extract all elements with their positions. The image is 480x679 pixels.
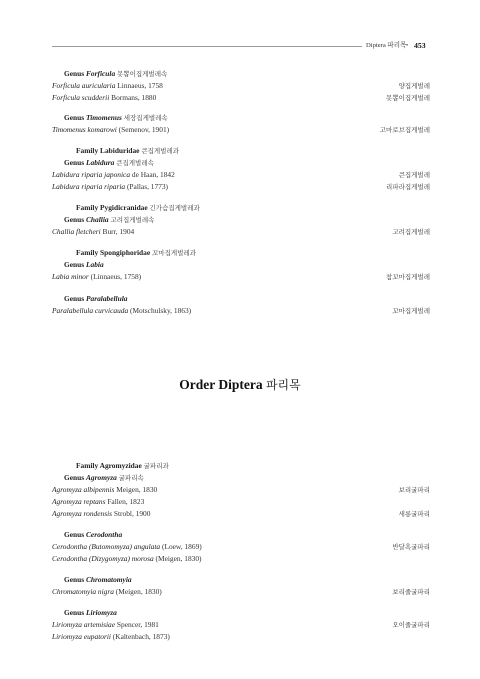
header-section-title: Diptera 파리목 — [366, 42, 407, 49]
species-row — [52, 92, 430, 104]
running-header — [0, 40, 480, 52]
species-name: Labidura riparia japonica — [52, 170, 131, 179]
species-author: (Semenov, 1901) — [118, 125, 170, 134]
species-row — [52, 541, 430, 553]
species-name: Agromyza albipennis — [52, 485, 115, 494]
korean-common-name: 보리줄굴파리 — [392, 588, 430, 596]
page-number: 453 — [414, 41, 426, 50]
species-row — [52, 484, 430, 496]
species-name: Chromatomyia nigra — [52, 587, 114, 596]
korean-common-name: 참꼬마집게벌레 — [386, 273, 430, 281]
species-row — [52, 169, 430, 181]
species-row — [52, 80, 430, 92]
genus-heading: Genus Labidura 큰집게벌레속 — [64, 158, 154, 167]
genus-heading: Genus Paralabellula — [64, 294, 128, 303]
korean-common-name: 고려집게벌레 — [392, 228, 430, 236]
species-row — [52, 226, 430, 238]
species-author: (Meigen, 1830) — [155, 554, 202, 563]
korean-common-name: 오이줄굴파리 — [392, 621, 430, 629]
species-author: de Haan, 1842 — [131, 170, 175, 179]
species-row — [52, 305, 430, 317]
species-name: Paralabellula curvicauda — [52, 306, 129, 315]
species-name: Liriomyza artemisiae — [52, 620, 116, 629]
header-rule — [52, 46, 362, 47]
family-heading: Family Agromyzidae 굴파리과 — [76, 461, 169, 470]
species-author: (Meigen, 1830) — [115, 587, 162, 596]
species-author: (Motschulsky, 1863) — [130, 306, 192, 315]
species-author: Meigen, 1830 — [116, 485, 158, 494]
order-heading — [0, 376, 480, 394]
family-heading: Family Spongiphoridae 꼬마집게벌레과 — [76, 248, 196, 257]
korean-common-name: 새롱굴파리 — [398, 510, 430, 518]
header-bullet: • — [406, 43, 409, 49]
species-row — [52, 508, 430, 520]
genus-heading: Genus Challia 고려집게벌레속 — [64, 215, 155, 224]
species-author: Bormans, 1880 — [111, 93, 157, 102]
species-row — [52, 631, 430, 643]
species-author: (Kaltenbach, 1873) — [112, 632, 170, 641]
species-row — [52, 271, 430, 283]
family-heading: Family Labiduridae 큰집게벌레과 — [76, 146, 180, 155]
korean-common-name: 못뽑이집게벌레 — [386, 94, 430, 102]
genus-heading: Genus Chromatomyia — [64, 575, 132, 584]
korean-common-name: 반달흑굴파리 — [392, 543, 430, 551]
korean-common-name: 양집게벌레 — [398, 82, 430, 90]
species-name: Forficula auricularia — [52, 81, 116, 90]
species-author: Fallen, 1823 — [107, 497, 145, 506]
korean-common-name: 꼬마집게벌레 — [392, 307, 430, 315]
korean-common-name: 리파라집게벌레 — [386, 183, 430, 191]
family-heading: Family Pygidicranidae 긴가슴집게벌레과 — [76, 203, 200, 212]
species-row — [52, 181, 430, 193]
species-name: Forficula scudderii — [52, 93, 110, 102]
species-row — [52, 124, 430, 136]
species-row — [52, 619, 430, 631]
species-name: Cerodontha (Butomomyza) angulata — [52, 542, 161, 551]
genus-heading: Genus Forficula 못뽑이집게벌레속 — [64, 69, 168, 78]
species-author: Linnaeus, 1758 — [117, 81, 163, 90]
species-name: Labia minor — [52, 272, 89, 281]
species-author: Burr, 1904 — [102, 227, 135, 236]
genus-heading: Genus Liriomyza — [64, 608, 117, 617]
species-name: Challia fletcheri — [52, 227, 101, 236]
species-author: (Loew, 1869) — [161, 542, 202, 551]
korean-common-name: 고마로브집게벌레 — [379, 126, 430, 134]
order-korean-name: 파리목 — [265, 378, 301, 392]
genus-heading: Genus Timomenus 세장집게벌레속 — [64, 113, 168, 122]
species-name: Labidura riparia riparia — [52, 182, 126, 191]
korean-common-name: 큰집게벌레 — [398, 171, 430, 179]
species-name: Cerodontha (Dizygomyza) morosa — [52, 554, 154, 563]
species-author: Spencer, 1981 — [116, 620, 159, 629]
species-author: Strobl, 1900 — [113, 509, 151, 518]
species-name: Timomenus komarowi — [52, 125, 117, 134]
species-row — [52, 586, 430, 598]
genus-heading: Genus Agromyza 굴파리속 — [64, 473, 144, 482]
species-name: Agromyza reptans — [52, 497, 106, 506]
order-latin-name: Order Diptera — [179, 377, 263, 392]
species-row — [52, 496, 430, 508]
species-author: (Pallas, 1773) — [126, 182, 169, 191]
species-row — [52, 553, 430, 565]
genus-heading: Genus Cerodontha — [64, 530, 123, 539]
species-name: Agromyza rondensis — [52, 509, 113, 518]
species-author: (Linnaeus, 1758) — [90, 272, 142, 281]
species-name: Liriomyza eupatorii — [52, 632, 111, 641]
genus-heading: Genus Labia — [64, 260, 104, 269]
korean-common-name: 보리굴파리 — [398, 486, 430, 494]
